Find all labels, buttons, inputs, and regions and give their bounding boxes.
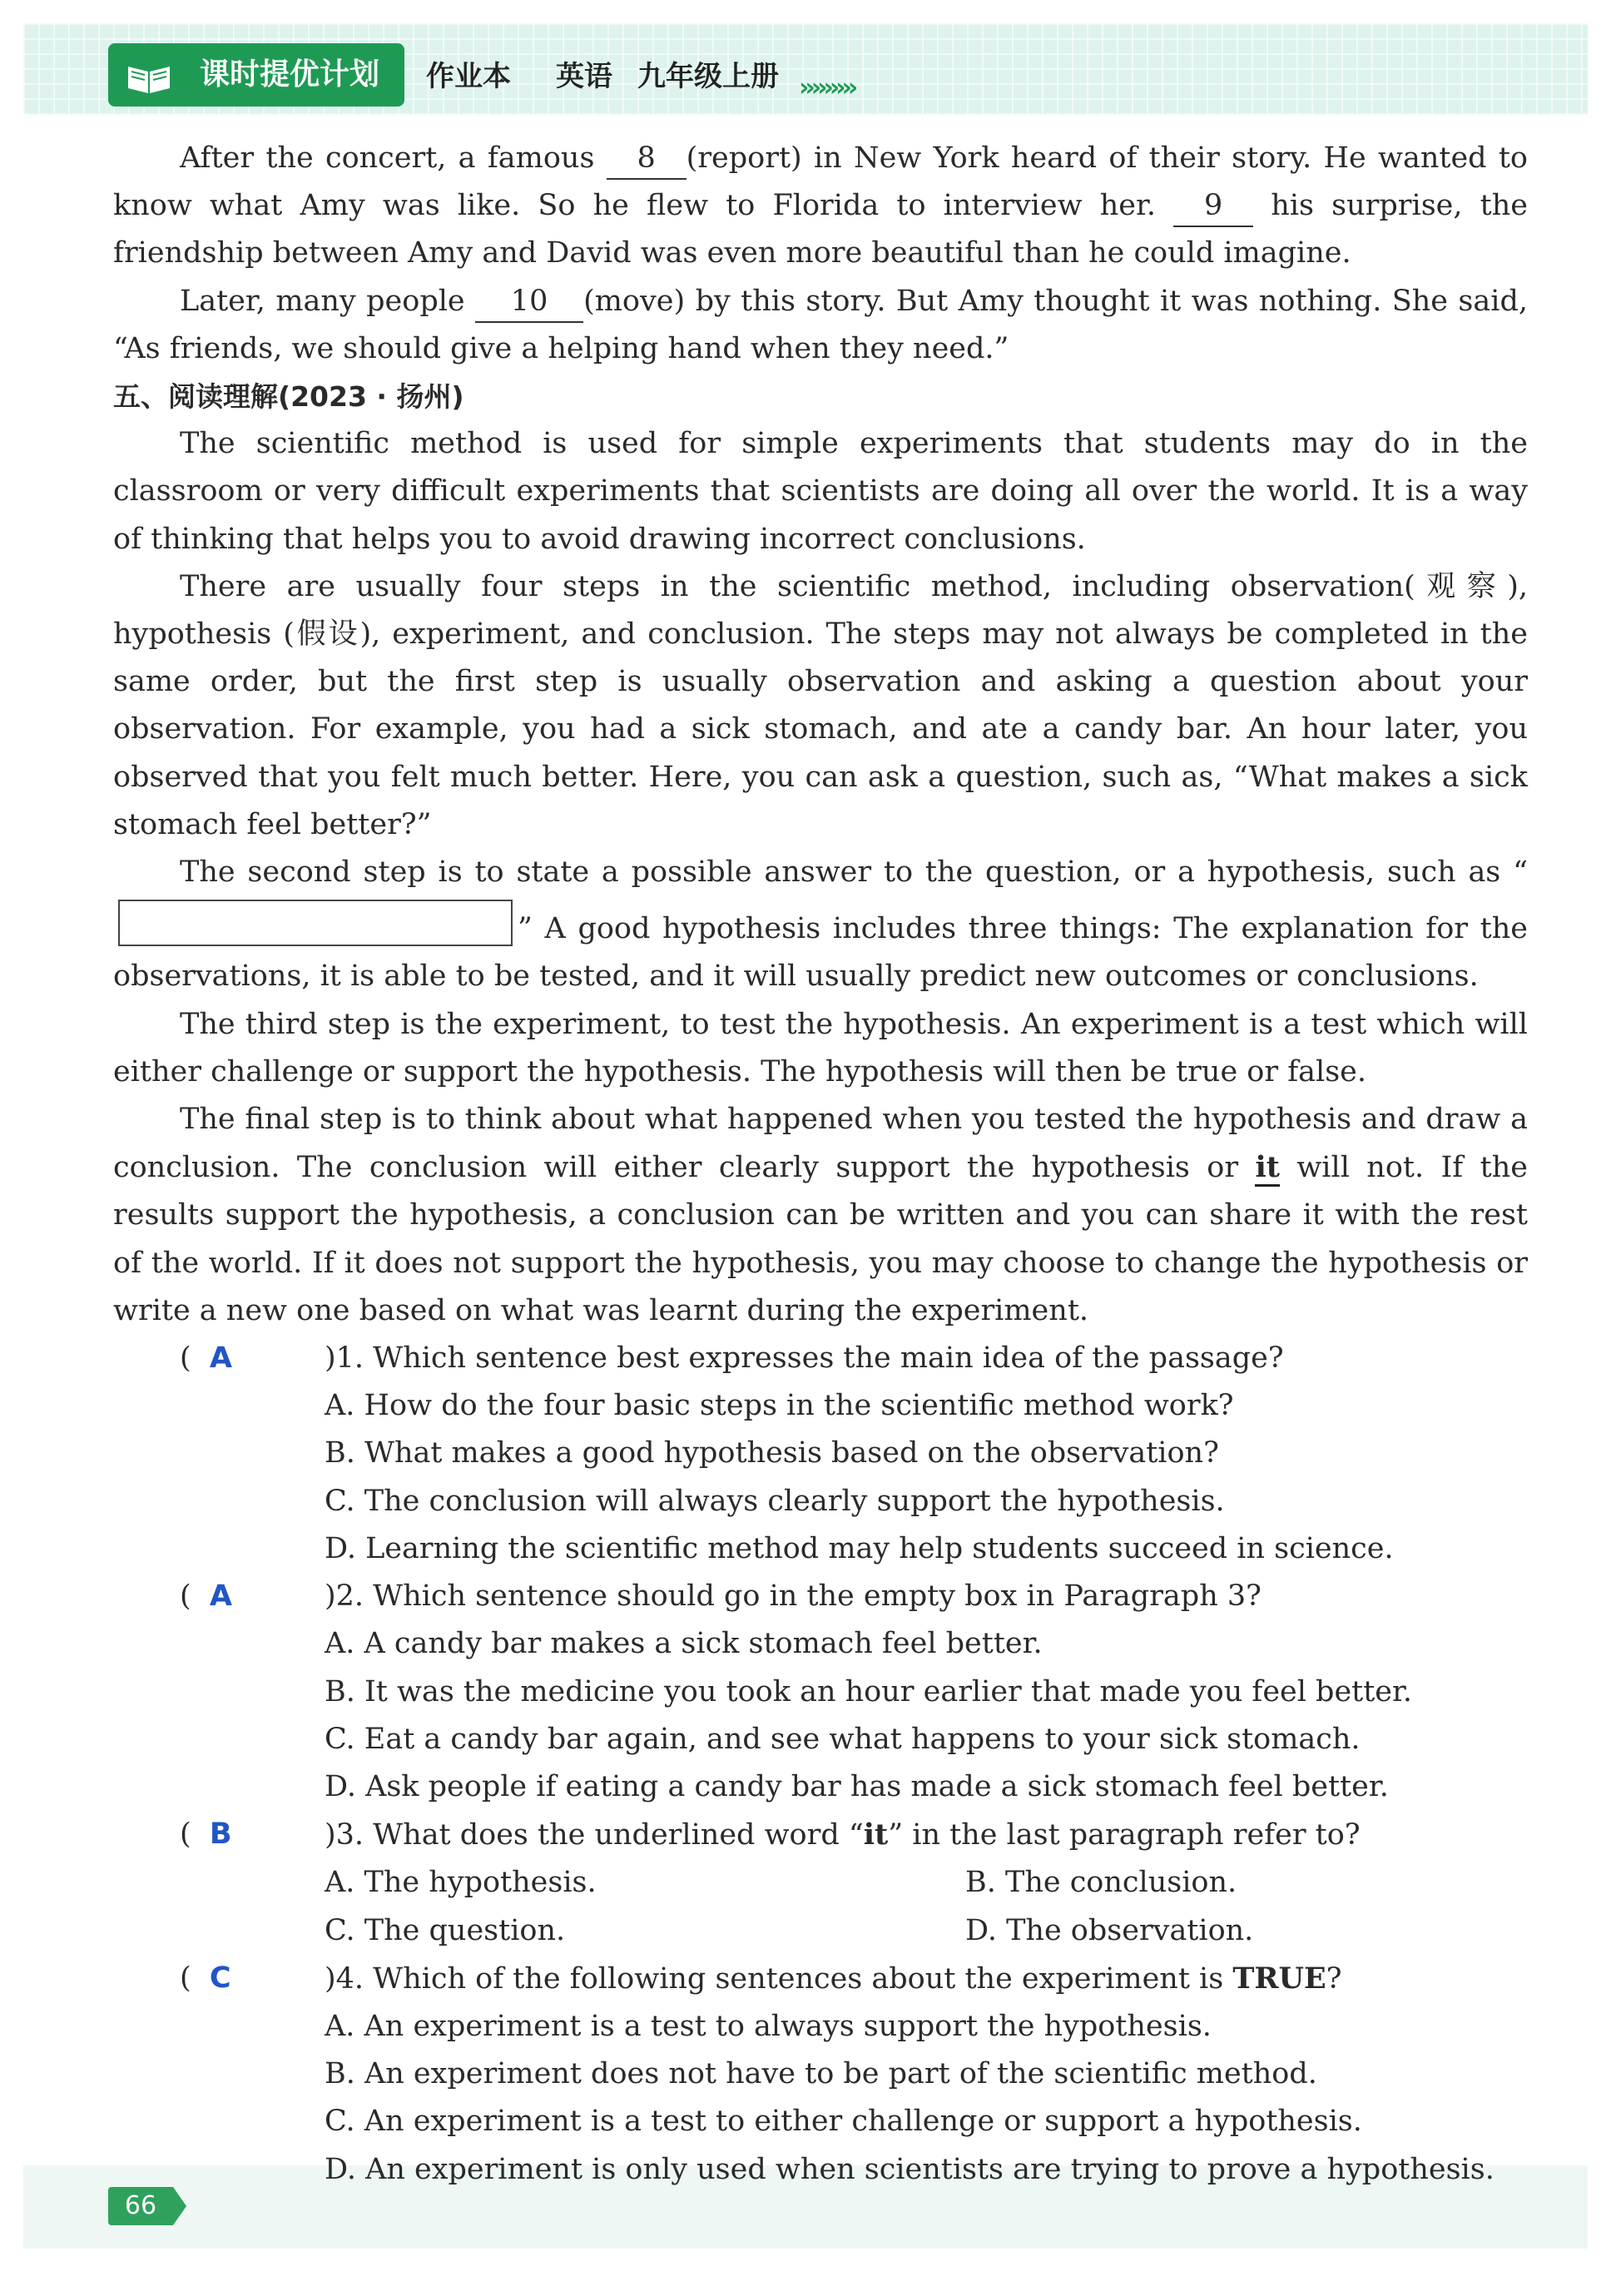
blank-10: 10 [475, 282, 583, 323]
question-3 [113, 1811, 1528, 1859]
answer-q2: A [209, 1579, 232, 1614]
question-stem: )2. Which sentence should go in the empty box in Paragraph 3? [325, 1579, 1262, 1614]
q3-option-b: B. The conclusion. [965, 1866, 1237, 1900]
q1-option-b: B. What makes a good hypothesis based on the observation? [325, 1436, 1219, 1470]
answer-q4: C [209, 1961, 231, 1995]
empty-answer-box [118, 900, 513, 946]
question-keyword: TRUE [1232, 1961, 1326, 1996]
reading-paragraph-3 [113, 849, 1528, 1001]
q4-option-a: A. An experiment is a test to always support the hypothesis. [325, 2009, 1212, 2043]
q3-option-c: C. The question. [325, 1913, 566, 1947]
answer-q3: B [209, 1817, 232, 1852]
question-4 [113, 1955, 1528, 2003]
section-title: 五、阅读理解(2023 · 扬州) [113, 380, 464, 414]
text: (report) in New York heard of their story. He wanted to know what Amy was like. So he flew to Florida to interview her. [113, 141, 1528, 223]
q2-option-d: D. Ask people if eating a candy bar has made a sick stomach feel better. [325, 1769, 1389, 1803]
answer-bracket: ( A [180, 1579, 232, 1614]
question-stem: )1. Which sentence best expresses the main idea of the passage? [325, 1341, 1284, 1376]
q3-options-row-2 [113, 1907, 1528, 1955]
question-2 [113, 1573, 1528, 1620]
answer-bracket: ( B [180, 1817, 232, 1852]
text: After the concert, a famous [180, 141, 595, 175]
text: The second step is to state a possible answer to the question, or a hypothesis, such as “ [180, 855, 1528, 890]
brand-title: 课时提优计划 [200, 57, 380, 92]
answer-bracket: ( A [180, 1341, 232, 1376]
question-stem: )4. Which of the following sentences about the experiment is [325, 1961, 1224, 1996]
question-keyword: it [863, 1817, 889, 1852]
answer-bracket: ( C [180, 1961, 231, 1995]
q1-option-c: C. The conclusion will always clearly support the hypothesis. [325, 1484, 1225, 1518]
reading-paragraph-4: The third step is the experiment, to test the hypothesis. An experiment is a test which will either challenge or support the hypothesis. The hypothesis will then be true or false. [113, 1007, 1528, 1088]
reading-paragraph-5 [113, 1096, 1528, 1335]
page-content [113, 135, 1528, 2194]
question-1 [113, 1335, 1528, 1382]
underlined-word-it: it [1255, 1150, 1279, 1187]
text: Later, many people [180, 284, 465, 318]
question-stem: ? [1326, 1961, 1342, 1996]
subject: 英语 [556, 60, 612, 93]
q2-option-c: C. Eat a candy bar again, and see what happens to your sick stomach. [325, 1722, 1361, 1756]
story-paragraph-2 [113, 278, 1528, 373]
q3-options-row-1 [113, 1859, 1528, 1907]
q4-option-b: B. An experiment does not have to be part of the scientific method. [325, 2057, 1317, 2091]
header-chevrons [799, 73, 854, 102]
page-number-arrow-icon [173, 2187, 186, 2225]
q1-option-d: D. Learning the scientific method may help students succeed in science. [325, 1531, 1394, 1565]
chevron-icon: ››››››››› [799, 73, 855, 102]
text: will not. If the results support the hypothesis, a conclusion can be written and you can share it with the rest of the world. If it does not support the hypothesis, you may choose to change the hypothesis or write a new one based on what was learnt during the experiment. [113, 1151, 1528, 1327]
q3-option-a: A. The hypothesis. [325, 1866, 597, 1900]
q4-option-d: D. An experiment is only used when scientists are trying to prove a hypothesis. [325, 2152, 1495, 2186]
reading-paragraph-2: There are usually four steps in the scientific method, including observation(观察), hypothesis (假设), experiment, and conclusion. The steps may not always be completed in the same order, but the first step is usually observation and asking a question about your observation. For example, you had a sick stomach, and ate a candy bar. An hour later, you observed that you felt much better. Here, you can ask a question, such as, “What makes a sick stomach feel better?” [113, 569, 1528, 841]
reading-paragraph-1: The scientific method is used for simple experiments that students may do in the classroom or very difficult experiments that scientists are doing all over the world. It is a way of thinking that helps you to avoid drawing incorrect conclusions. [113, 427, 1528, 556]
book-type: 作业本 [426, 60, 511, 93]
q3-option-d: D. The observation. [965, 1913, 1254, 1947]
q2-option-a: A. A candy bar makes a sick stomach feel better. [325, 1627, 1043, 1661]
blank-9: 9 [1173, 186, 1253, 227]
text: ” A good hypothesis includes three things: The explanation for the observations, it is able to be tested, and it will usually predict new outcomes or conclusions. [113, 912, 1528, 994]
question-stem: ” in the last paragraph refer to? [888, 1818, 1361, 1852]
q2-option-b: B. It was the medicine you took an hour earlier that made you feel better. [325, 1674, 1413, 1708]
q1-option-a: A. How do the four basic steps in the scientific method work? [325, 1389, 1234, 1423]
blank-8: 8 [607, 139, 687, 180]
answer-q1: A [209, 1341, 232, 1376]
grade: 九年级上册 [637, 60, 779, 93]
book-icon [125, 60, 173, 95]
text: (move) by this story. But Amy thought it was nothing. She said, “As friends, we should give a helping hand when they need.” [113, 284, 1528, 365]
text: The final step is to think about what happened when you tested the hypothesis and draw a conclusion. The conclusion will either clearly support the hypothesis or [113, 1103, 1528, 1185]
page-number: 66 [108, 2187, 173, 2225]
story-paragraph-1 [113, 135, 1528, 278]
q4-option-c: C. An experiment is a test to either challenge or support a hypothesis. [325, 2105, 1362, 2139]
question-stem: )3. What does the underlined word “ [325, 1818, 864, 1852]
text: his surprise, the friendship between Amy and David was even more beautiful than he could imagine. [113, 189, 1528, 270]
